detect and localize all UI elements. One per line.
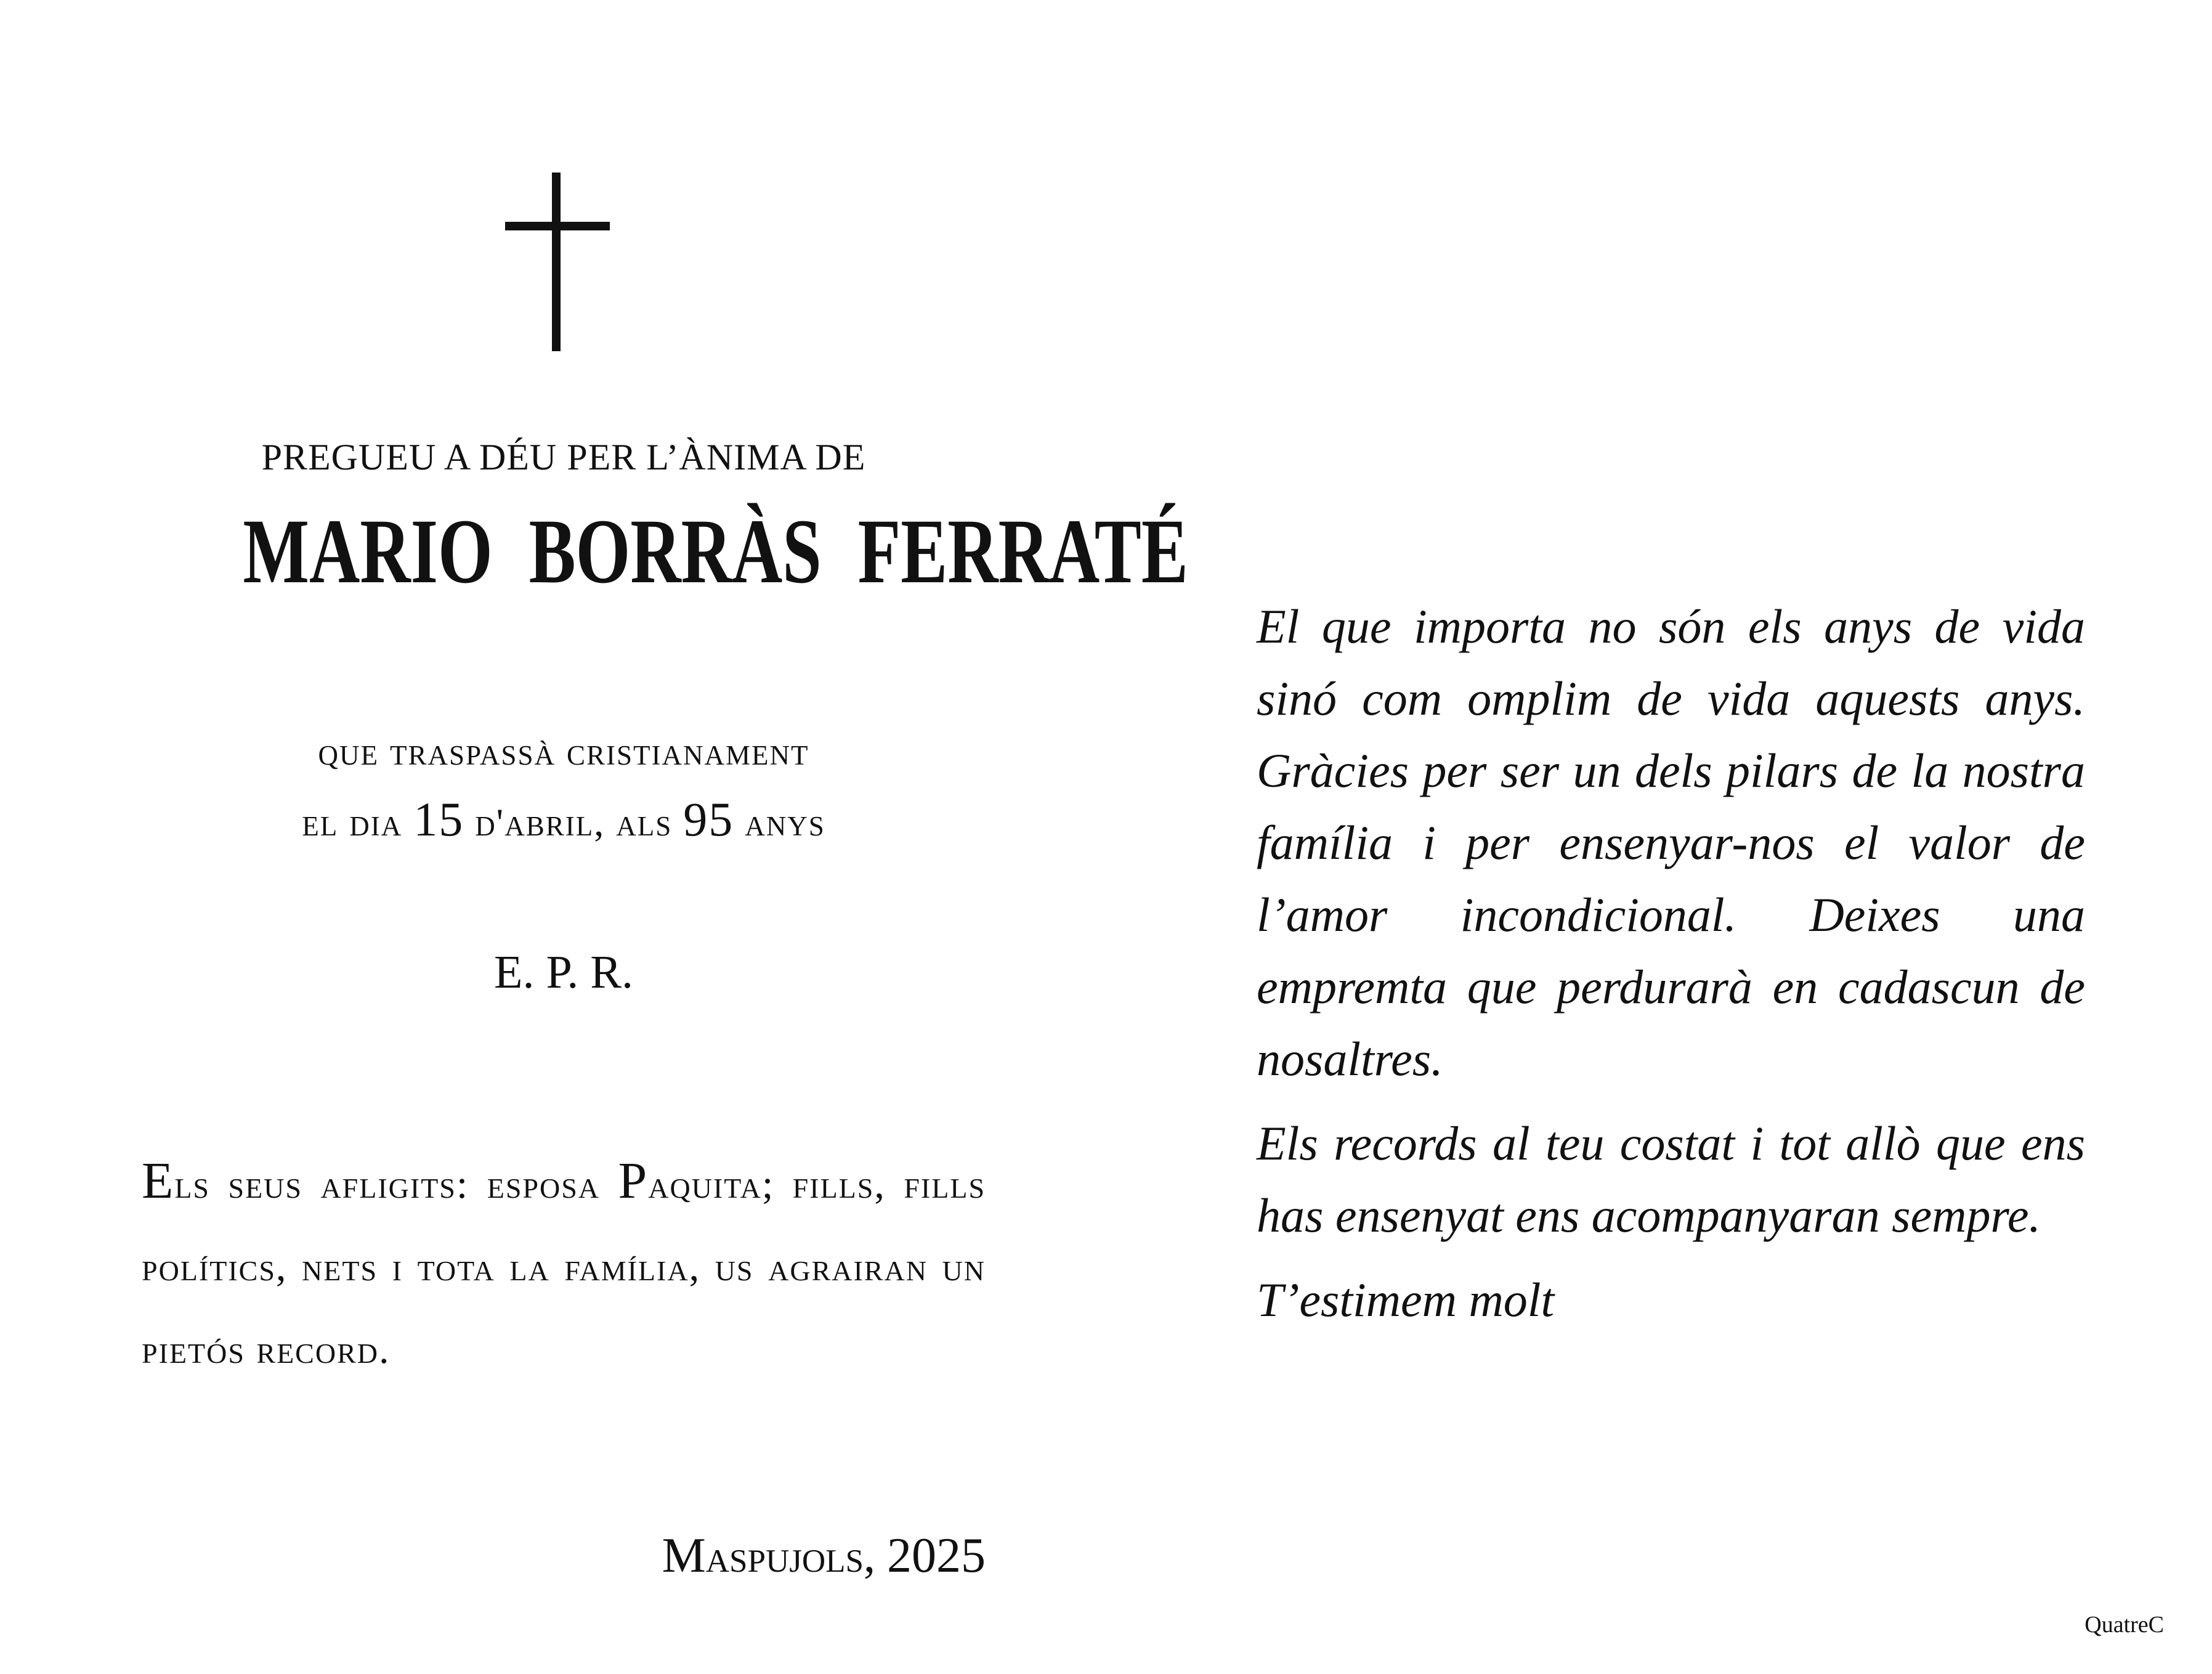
left-panel	[142, 0, 1188, 1674]
death-line-2-prefix: el dia	[302, 800, 403, 844]
place-initial: M	[662, 1529, 706, 1583]
mourners-text	[142, 1140, 986, 1391]
mourners-text-after: aquita; fills, fills polítics, nets i tota la família, us agrairan un pietós record.	[142, 1162, 986, 1372]
death-notice	[142, 718, 986, 856]
death-day: 15	[413, 792, 464, 846]
mourners-first-letter: E	[142, 1152, 175, 1209]
death-line-2-middle: d'abril, als	[475, 800, 673, 844]
death-age: 95	[683, 792, 734, 846]
death-line-2	[142, 786, 986, 856]
dedication-paragraph-2: Els records al teu costat i tot allò que ens has ensenyat ens acompanyaran sempre.	[1257, 1116, 2085, 1242]
cross-icon	[505, 173, 610, 351]
mourners-text-rest: ls seus afligits: esposa	[174, 1162, 601, 1207]
deceased-name: MARIO BORRÀS FERRATÉ	[243, 500, 1188, 603]
death-line-1: que traspassà cristianament	[318, 729, 809, 773]
brand-mark: QuatreC	[2084, 1612, 2164, 1638]
dedication-panel	[1257, 590, 2085, 1348]
dedication-paragraph-3: T’estimem molt	[1257, 1273, 1555, 1327]
dedication-paragraph-1: El que importa no són els anys de vida sinó com omplim de vida aquests anys. Gràcies per ser un dels pilars de la nostra família i per ensenyar-nos el valor de l’amor incondicional. Deixes una empremta que perdurarà en cadascun de nosaltres.	[1257, 599, 2085, 1086]
death-line-2-suffix: anys	[745, 800, 825, 844]
cross-horizontal-bar	[505, 222, 610, 230]
cross-vertical-bar	[552, 173, 561, 351]
place-rest: aspujols,	[705, 1530, 875, 1582]
epr-abbreviation: E. P. R.	[494, 946, 633, 998]
year: 2025	[887, 1529, 986, 1583]
mourners-second-cap: P	[618, 1152, 649, 1209]
place-and-year	[662, 1529, 986, 1583]
prayer-heading: PREGUEU A DÉU PER L’ÀNIMA DE	[261, 437, 866, 477]
